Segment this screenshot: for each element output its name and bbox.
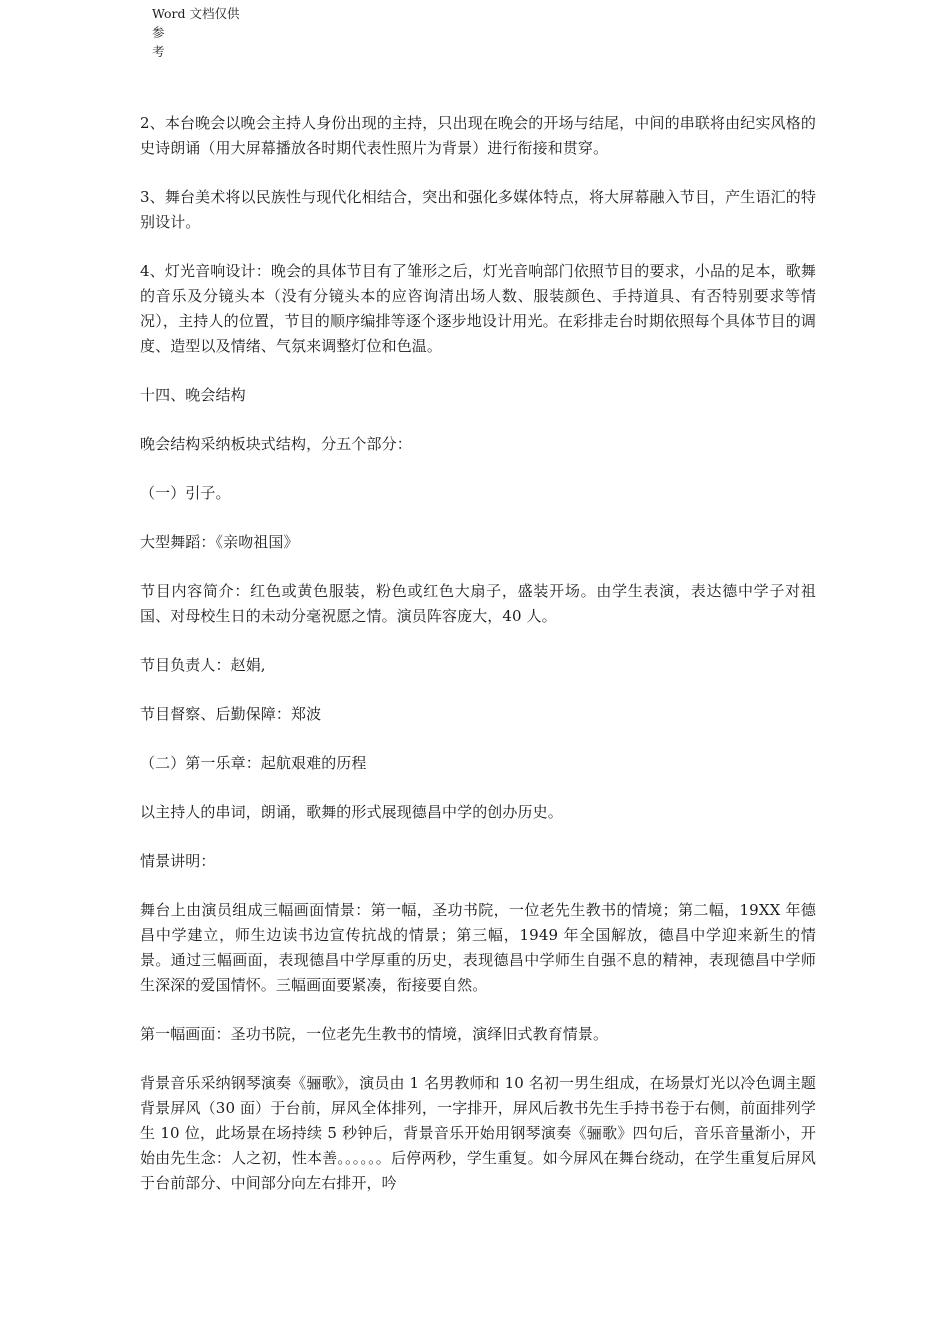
paragraph-first-scene: 第一幅画面：圣功书院，一位老先生教书的情境，演绎旧式教育情景。 [140, 1025, 609, 1043]
paragraph-background-music: 背景音乐采纳钢琴演奏《骊歌》，演员由 1 名男教师和 10 名初一男生组成，在场景灯光以冷色调主题背景屏风（30 面）于台前，屏风全体排列，一字排开，屏风后教书先生手持书卷于右侧，前面排列学生 10 位，此场景在场持续 5 秒钟后，背景音乐开始用钢琴演奏《骊歌》四句后，音乐音量渐小，开始由先生念：人之初，性本善。。。。。。后停两秒，学生重复。如今屏风在舞台绕动，在学生重复后屏风于台前部分、中间部分向左右排开，吟 [140, 1074, 816, 1192]
subsection-heading-1: （一）引子。 [140, 484, 231, 502]
paragraph-program-support: 节目督察、后勤保障：郑波 [140, 705, 322, 723]
paragraph-program-intro: 节目内容简介：红色或黄色服装，粉色或红色大扇子，盛装开场。由学生表演，表达德中学子对祖国、对母校生日的未动分毫祝愿之情。演员阵容庞大，40 人。 [140, 582, 816, 625]
paragraph-program-lead: 节目负责人：赵娟, [140, 656, 266, 674]
document-body [140, 111, 816, 1196]
paragraph-scene-description: 舞台上由演员组成三幅画面情景：第一幅，圣功书院，一位老先生教书的情境；第二幅，19XX 年德昌中学建立，师生边读书边宣传抗战的情景；第三幅，1949 年全国解放，德昌中学迎来新生的情景。通过三幅画面，表现德昌中学厚重的历史，表现德昌中学师生自强不息的精神，表现德昌中学师生深深的爱国情怀。三幅画面要紧凑，衔接要自然。 [140, 901, 816, 994]
page-header [152, 4, 242, 61]
header-line-1: Word 文档仅供参 [152, 6, 240, 40]
header-line-2: 考 [152, 44, 165, 59]
paragraph-item-3: 3、舞台美术将以民族性与现代化相结合，突出和强化多媒体特点，将大屏幕融入节目，产生语汇的特别设计。 [140, 188, 816, 231]
paragraph-item-4: 4、灯光音响设计：晚会的具体节目有了雏形之后，灯光音响部门依照节目的要求，小品的足本，歌舞的音乐及分镜头本（没有分镜头本的应咨询清出场人数、服装颜色、手持道具、有否特别要求等情况），主持人的位置，节目的顺序编排等逐个逐步地设计用光。在彩排走台时期依照每个具体节目的调度、造型以及情绪、气氛来调整灯位和色温。 [140, 262, 816, 355]
paragraph-history: 以主持人的串词，朗诵，歌舞的形式展现德昌中学的创办历史。 [140, 803, 563, 821]
section-heading: 十四、晚会结构 [140, 386, 246, 404]
paragraph-scene-label: 情景讲明： [140, 852, 216, 870]
paragraph-structure: 晚会结构采纳板块式结构，分五个部分： [140, 435, 412, 453]
subsection-heading-2: （二）第一乐章：起航艰难的历程 [140, 754, 367, 772]
paragraph-item-2: 2、本台晚会以晚会主持人身份出现的主持，只出现在晚会的开场与结尾，中间的串联将由纪实风格的史诗朗诵（用大屏幕播放各时期代表性照片为背景）进行衔接和贯穿。 [140, 114, 816, 157]
paragraph-program-title: 大型舞蹈：《亲吻祖国》 [140, 533, 299, 551]
